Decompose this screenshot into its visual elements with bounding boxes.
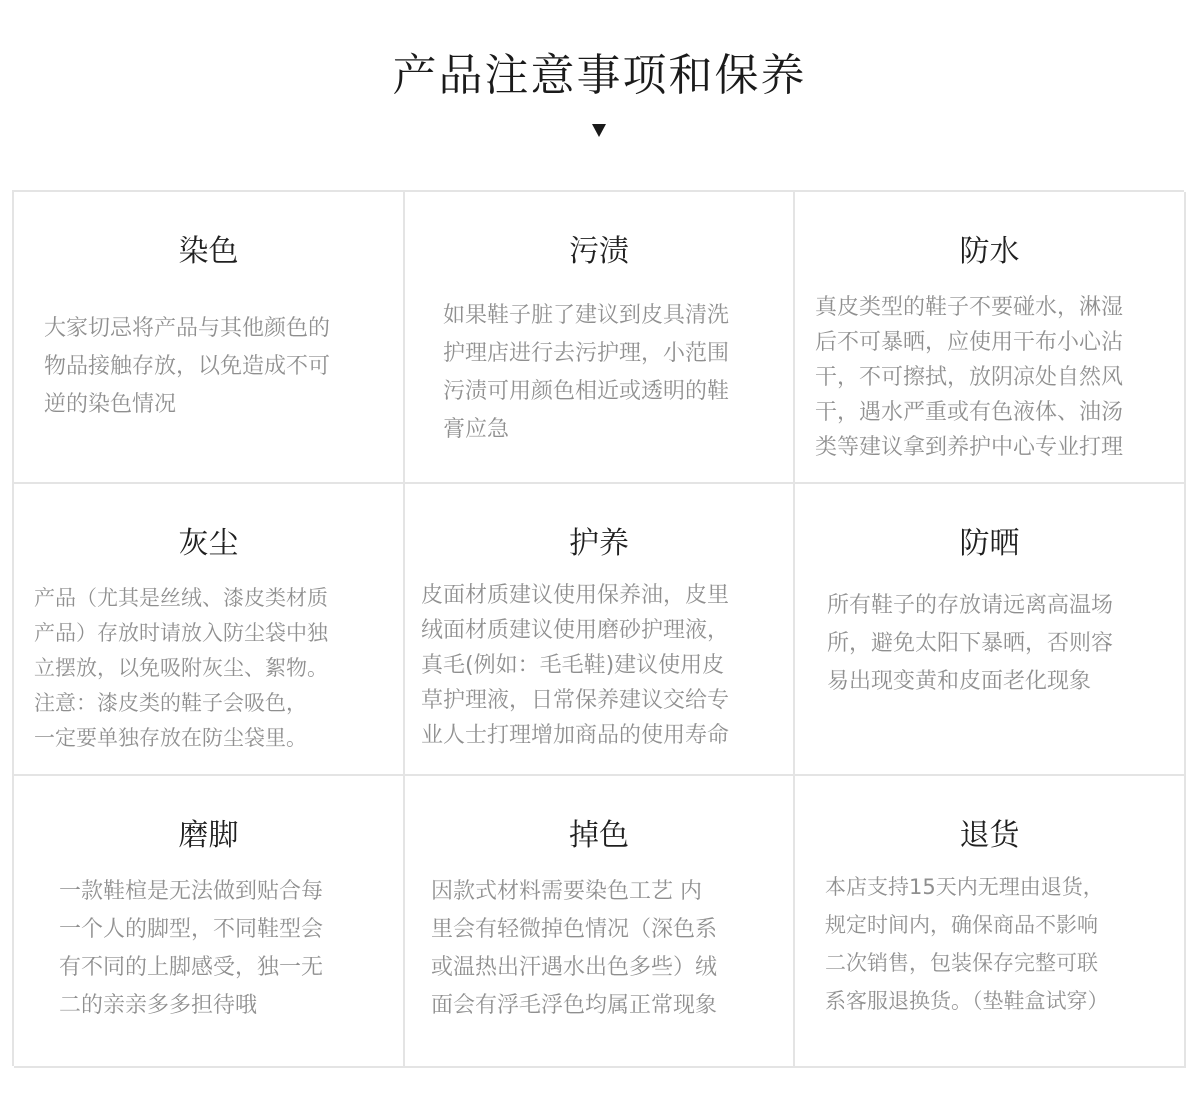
card-text-line: 规定时间内，确保商品不影响	[825, 913, 1098, 937]
card-text-line: 大家切忌将产品与其他颜色的	[44, 316, 331, 341]
card-text	[443, 297, 729, 449]
card-text-line: 真毛(例如：毛毛鞋)建议使用皮	[421, 653, 725, 678]
card-text-line: 本店支持15天内无理由退货，	[825, 875, 1104, 899]
card-text-line: 逆的染色情况	[44, 392, 177, 417]
card-text-line: 一款鞋楦是无法做到贴合每	[59, 879, 324, 904]
card-sun-protection	[795, 484, 1186, 776]
card-text-line: 草护理液，日常保养建议交给专	[421, 688, 730, 713]
card-title: 磨脚	[178, 818, 239, 853]
card-text-line: 污渍可用颜色相近或透明的鞋	[443, 379, 730, 404]
card-text-line: 二次销售，包装保存完整可联	[825, 951, 1098, 975]
card-title: 防水	[959, 234, 1020, 269]
card-text-line: 后不可暴晒，应使用干布小心沾	[815, 330, 1124, 355]
card-care	[405, 484, 795, 776]
card-text	[44, 310, 330, 424]
card-returns	[795, 776, 1186, 1068]
card-title: 污渍	[569, 234, 629, 269]
card-title: 退货	[959, 818, 1020, 853]
card-dust	[14, 484, 405, 776]
card-text-line: 所有鞋子的存放请远离高温场	[827, 593, 1114, 618]
card-text-line: 注意：漆皮类的鞋子会吸色，	[34, 691, 307, 715]
card-text	[827, 587, 1113, 701]
card-text-line: 物品接触存放，以免造成不可	[44, 354, 331, 379]
card-text-line: 里会有轻微掉色情况（深色系	[431, 917, 718, 942]
card-title: 掉色	[569, 818, 629, 853]
card-stains	[405, 192, 795, 484]
card-text-line: 易出现变黄和皮面老化现象	[827, 669, 1092, 694]
card-text-line: 如果鞋子脏了建议到皮具清洗	[443, 303, 730, 328]
card-text-line: 膏应急	[443, 417, 510, 442]
card-text-line: 护理店进行去污护理，小范围	[443, 341, 730, 366]
card-text	[59, 873, 323, 1025]
card-title: 防晒	[959, 526, 1020, 561]
card-rubbing	[14, 776, 405, 1068]
card-text	[431, 873, 717, 1025]
card-text-line: 立摆放，以免吸附灰尘、絮物。	[34, 656, 328, 680]
card-text-line: 真皮类型的鞋子不要碰水，淋湿	[815, 295, 1124, 320]
card-text-line: 二的亲亲多多担待哦	[59, 993, 258, 1018]
card-text	[421, 578, 729, 753]
card-dyeing	[14, 192, 405, 484]
card-title: 灰尘	[178, 526, 239, 561]
card-fading	[405, 776, 795, 1068]
card-waterproof	[795, 192, 1186, 484]
care-notes-grid	[12, 190, 1184, 1066]
card-title: 护养	[569, 526, 629, 561]
card-text-line: 皮面材质建议使用保养油，皮里	[421, 583, 730, 608]
down-arrow-icon	[592, 124, 606, 137]
card-text-line: 所，避免太阳下暴晒，否则容	[827, 631, 1114, 656]
card-text	[815, 290, 1123, 465]
card-text	[825, 868, 1109, 1020]
card-text	[34, 581, 328, 756]
card-text-line: 产品）存放时请放入防尘袋中独	[34, 621, 328, 645]
card-text-line: 干，遇水严重或有色液体、油汤	[815, 400, 1124, 425]
card-text-line: 一定要单独存放在防尘袋里。	[34, 726, 307, 750]
card-text-line: 绒面材质建议使用磨砂护理液，	[421, 618, 730, 643]
card-text-line: 产品（尤其是丝绒、漆皮类材质	[34, 586, 328, 610]
card-text-line: 有不同的上脚感受，独一无	[59, 955, 324, 980]
card-text-line: 一个人的脚型，不同鞋型会	[59, 917, 324, 942]
card-text-line: 类等建议拿到养护中心专业打理	[815, 435, 1124, 460]
card-text-line: 面会有浮毛浮色均属正常现象	[431, 993, 718, 1018]
card-text-line: 业人士打理增加商品的使用寿命	[421, 723, 730, 748]
card-title: 染色	[178, 234, 239, 269]
card-text-line: 干，不可擦拭，放阴凉处自然风	[815, 365, 1124, 390]
page-title: 产品注意事项和保养	[392, 50, 807, 101]
card-text-line: 或温热出汗遇水出色多些）绒	[431, 955, 718, 980]
card-text-line: 系客服退换货。（垫鞋盒试穿）	[825, 989, 1109, 1013]
card-text-line: 因款式材料需要染色工艺 内	[431, 879, 702, 904]
